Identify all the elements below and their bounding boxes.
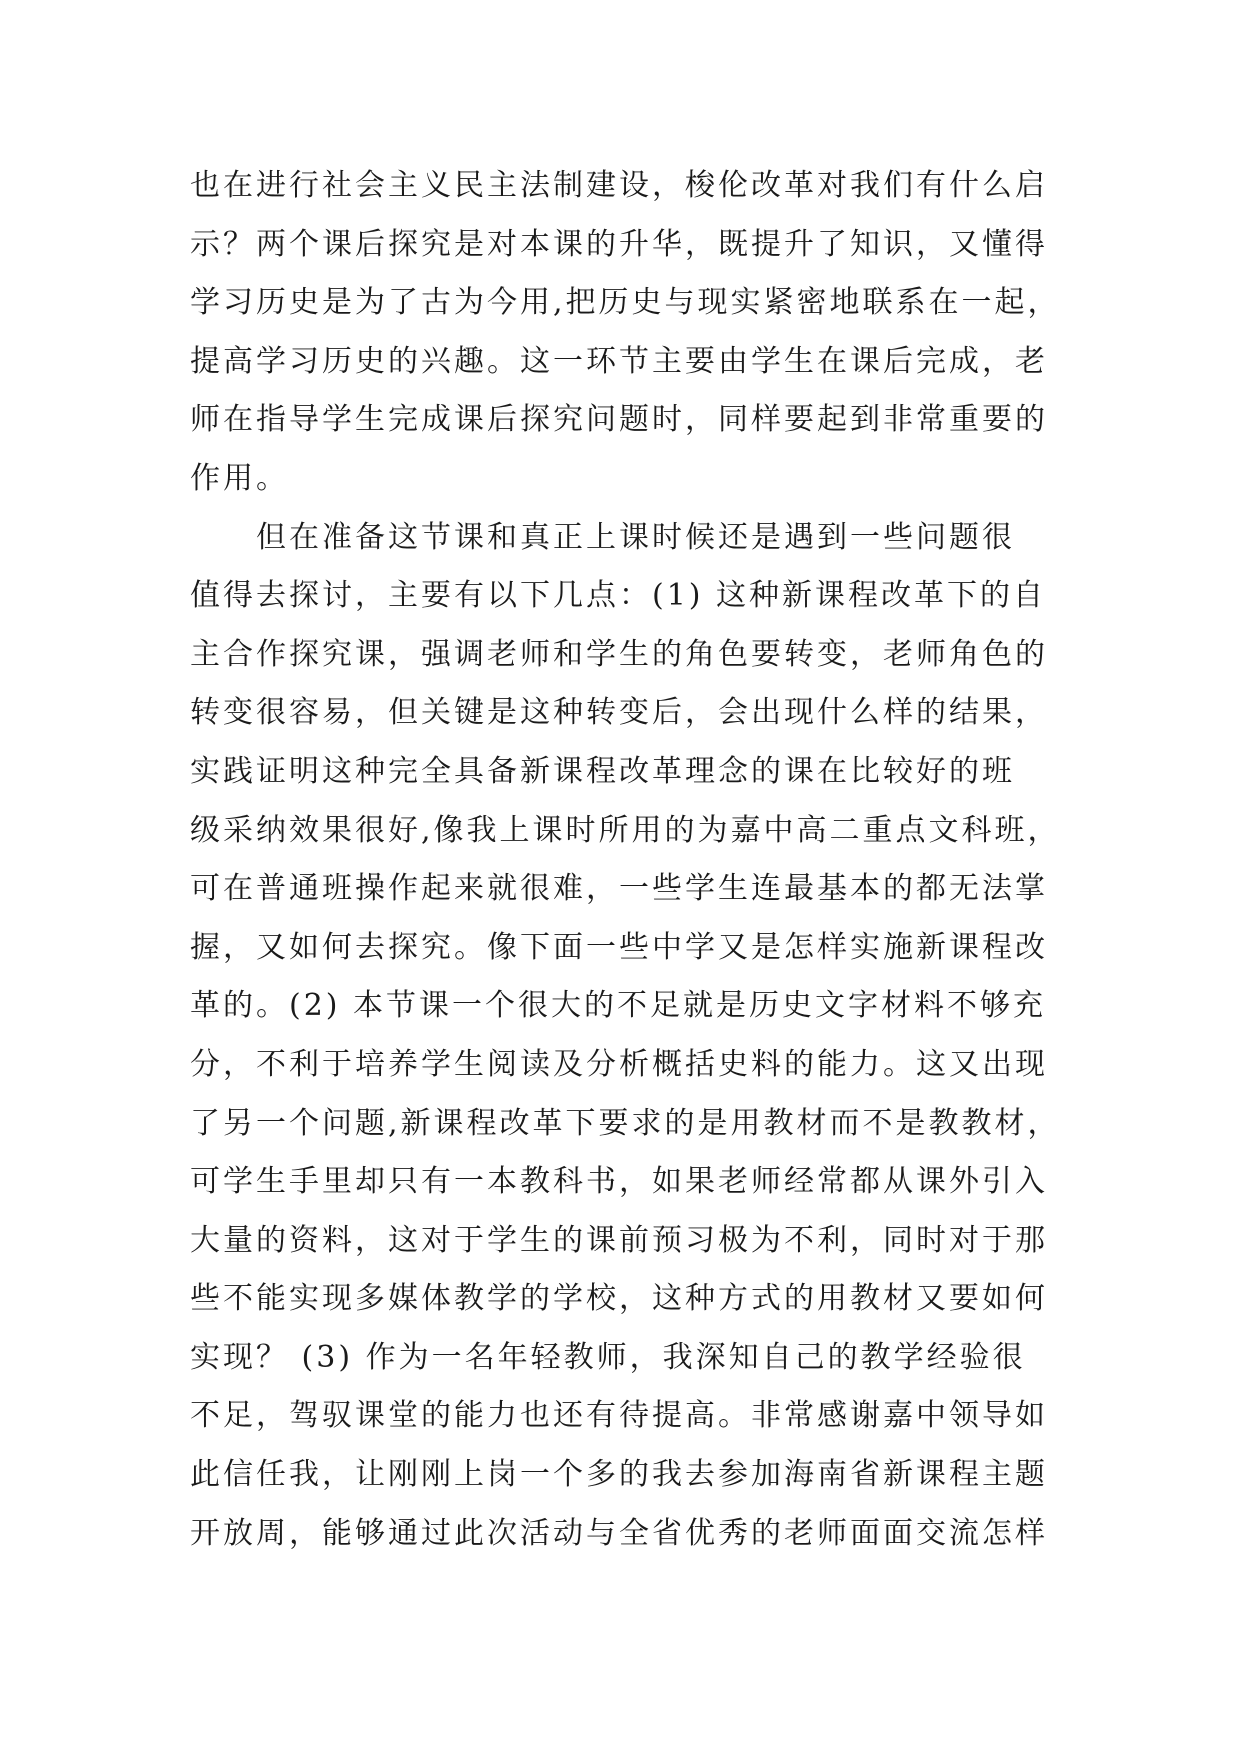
text-line: 不足，驾驭课堂的能力也还有待提高。非常感谢嘉中领导如 (190, 1398, 1048, 1434)
text-line: 也在进行社会主义民主法制建设，梭伦改革对我们有什么启 (190, 168, 1048, 203)
text-line: 级采纳效果很好,像我上课时所用的为嘉中高二重点文科班， (190, 812, 1061, 848)
text-line: 主合作探究课，强调老师和学生的角色要转变，老师角色的 (190, 636, 1048, 672)
text-line: 师在指导学生完成课后探究问题时，同样要起到非常重要的 (190, 402, 1048, 438)
document-body (190, 157, 1070, 1563)
text-line: 实践证明这种完全具备新课程改革理念的课在比较好的班 (190, 753, 1015, 789)
text-line: 分，不利于培养学生阅读及分析概括史料的能力。这又出现 (190, 1046, 1048, 1082)
text-line: 革的。(2) 本节课一个很大的不足就是历史文字材料不够充 (190, 988, 1047, 1024)
text-line: 转变很容易，但关键是这种转变后，会出现什么样的结果， (190, 695, 1048, 731)
text-line: 示？两个课后探究是对本课的升华，既提升了知识，又懂得 (190, 226, 1048, 262)
paragraph-1 (190, 157, 1070, 509)
text-line: 开放周，能够通过此次活动与全省优秀的老师面面交流怎样 (190, 1515, 1048, 1551)
text-line: 可在普通班操作起来就很难，一些学生连最基本的都无法掌 (190, 871, 1048, 907)
text-line: 了另一个问题,新课程改革下要求的是用教材而不是教教材， (190, 1105, 1061, 1141)
text-line: 实现？ (3) 作为一名年轻教师，我深知自己的教学经验很 (190, 1339, 1026, 1375)
text-line: 此信任我，让刚刚上岗一个多的我去参加海南省新课程主题 (190, 1457, 1048, 1493)
text-line: 值得去探讨，主要有以下几点：(1) 这种新课程改革下的自 (190, 578, 1047, 614)
text-line: 握，又如何去探究。像下面一些中学又是怎样实施新课程改 (190, 929, 1048, 965)
text-line: 可学生手里却只有一本教科书，如果老师经常都从课外引入 (190, 1164, 1048, 1200)
text-line: 但在准备这节课和真正上课时候还是遇到一些问题很 (256, 519, 1015, 555)
text-line: 作用。 (190, 460, 289, 496)
text-line: 学习历史是为了古为今用,把历史与现实紧密地联系在一起， (190, 285, 1061, 321)
paragraph-2 (190, 509, 1070, 1564)
text-line: 提高学习历史的兴趣。这一环节主要由学生在课后完成，老 (190, 343, 1048, 379)
text-line: 些不能实现多媒体教学的学校，这种方式的用教材又要如何 (190, 1281, 1048, 1317)
text-line: 大量的资料，这对于学生的课前预习极为不利，同时对于那 (190, 1222, 1048, 1258)
